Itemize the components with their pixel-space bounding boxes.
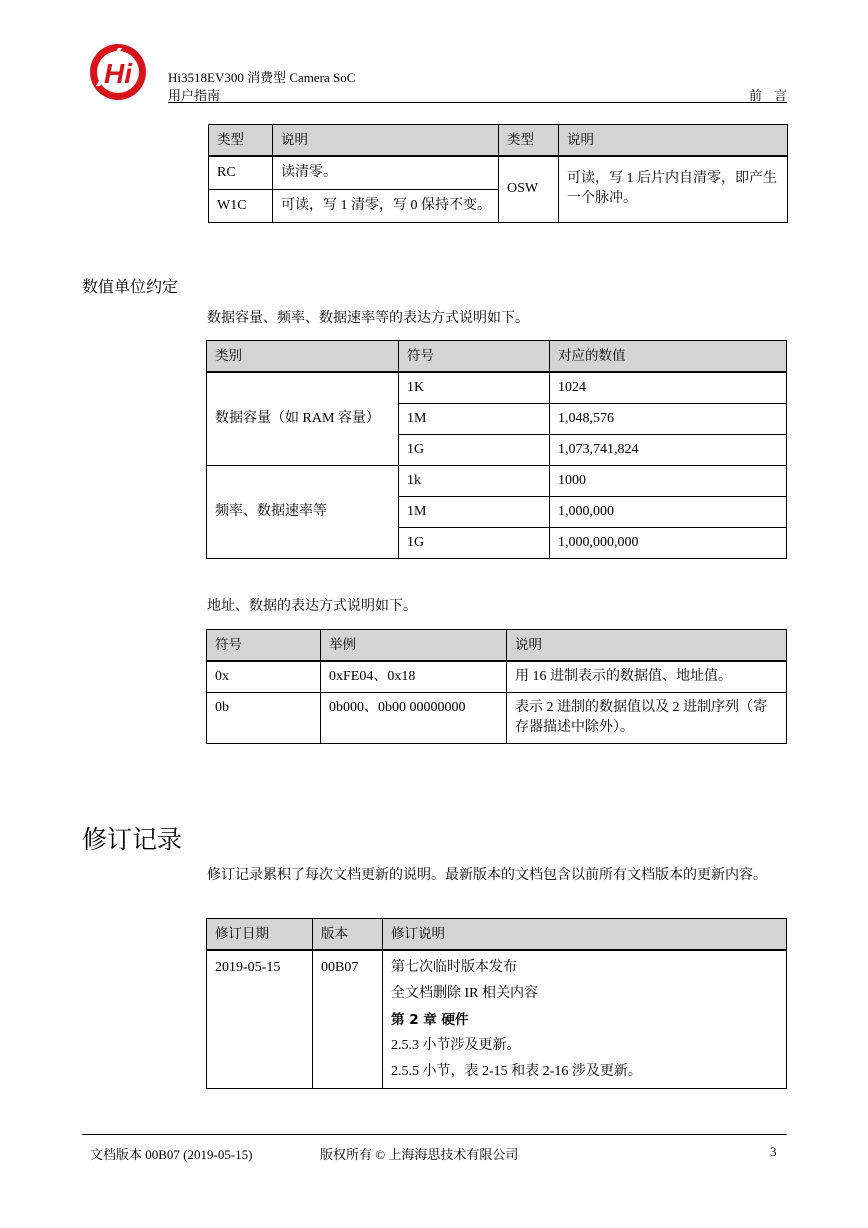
header-cell: 符号	[207, 630, 321, 662]
page-number: 3	[770, 1144, 777, 1159]
header-cell: 修订说明	[383, 919, 787, 951]
table-cell: 1,000,000,000	[550, 528, 787, 559]
paragraph: 数据容量、频率、数据速率等的表达方式说明如下。	[207, 311, 529, 326]
revision-note: 全文档删除 IR 相关内容	[391, 986, 538, 1001]
table-cell: 可读，写 1 后片内自清零，即产生一个脉冲。	[559, 156, 788, 222]
table-cell: 频率、数据速率等	[207, 466, 399, 559]
table-cell: 1M	[399, 404, 550, 435]
table-cell: 1G	[399, 528, 550, 559]
table-cell: 1K	[399, 372, 550, 404]
section-heading: 数值单位约定	[82, 277, 179, 296]
header-cell: 类型	[499, 125, 559, 157]
table-row	[207, 466, 787, 497]
document-title: Hi3518EV300 消费型 Camera SoC	[168, 70, 356, 85]
table-header-row	[207, 630, 787, 662]
header-divider	[168, 102, 787, 103]
header-cell: 说明	[559, 125, 788, 157]
revision-note-chapter: 第 2 章 硬件	[391, 1012, 469, 1028]
table-row	[207, 661, 787, 693]
svg-text:Hi: Hi	[104, 58, 132, 89]
address-format-table	[206, 629, 787, 744]
header-cell: 说明	[507, 630, 787, 662]
header-cell: 类别	[207, 341, 399, 373]
page-header	[82, 40, 799, 104]
paragraph: 地址、数据的表达方式说明如下。	[207, 599, 417, 614]
table-cell: 0x	[207, 661, 321, 693]
footer-divider	[82, 1134, 787, 1135]
table-cell: 1,000,000	[550, 497, 787, 528]
chapter-name: 前言	[748, 88, 799, 103]
register-type-table	[208, 124, 788, 223]
table-cell: 读清零。	[273, 156, 499, 189]
units-table	[206, 340, 787, 559]
table-row	[207, 693, 787, 744]
header-cell: 符号	[399, 341, 550, 373]
paragraph: 修订记录累积了每次文档更新的说明。最新版本的文档包含以前所有文档版本的更新内容。	[207, 868, 767, 883]
table-row	[207, 950, 787, 1089]
table-cell: 0b	[207, 693, 321, 744]
revision-note: 2.5.3 小节涉及更新。	[391, 1038, 521, 1053]
table-header-row	[207, 919, 787, 951]
table-cell: W1C	[209, 189, 273, 222]
revision-date: 2019-05-15	[207, 950, 313, 1089]
header-cell: 说明	[273, 125, 499, 157]
table-cell: 0xFE04、0x18	[321, 661, 507, 693]
table-cell: OSW	[499, 156, 559, 222]
revision-version: 00B07	[313, 950, 383, 1089]
hisilicon-logo	[88, 42, 148, 102]
table-cell: 1M	[399, 497, 550, 528]
table-cell: 1k	[399, 466, 550, 497]
revision-history-table	[206, 918, 787, 1089]
document-subtitle: 用户指南	[168, 88, 221, 103]
table-cell: 用 16 进制表示的数据值、地址值。	[507, 661, 787, 693]
header-cell: 举例	[321, 630, 507, 662]
table-cell: 表示 2 进制的数据值以及 2 进制序列（寄存器描述中除外）。	[507, 693, 787, 744]
table-cell: 1024	[550, 372, 787, 404]
table-header-row	[207, 341, 787, 373]
table-header-row	[209, 125, 788, 157]
header-cell: 修订日期	[207, 919, 313, 951]
table-cell: 1,073,741,824	[550, 435, 787, 466]
revision-note: 2.5.5 小节，表 2-15 和表 2-16 涉及更新。	[391, 1064, 642, 1079]
table-cell: 0b000、0b00 00000000	[321, 693, 507, 744]
header-cell: 对应的数值	[550, 341, 787, 373]
table-cell: 1,048,576	[550, 404, 787, 435]
copyright: 版权所有 © 上海海思技术有限公司	[320, 1147, 519, 1162]
table-cell: 数据容量（如 RAM 容量）	[207, 372, 399, 466]
table-row	[209, 156, 788, 189]
table-cell: 1000	[550, 466, 787, 497]
chapter-heading: 修订记录	[82, 825, 183, 854]
table-cell: 1G	[399, 435, 550, 466]
revision-notes	[383, 950, 787, 1089]
document-version: 文档版本 00B07 (2019-05-15)	[90, 1147, 253, 1162]
table-cell: RC	[209, 156, 273, 189]
header-cell: 版本	[313, 919, 383, 951]
table-row	[207, 372, 787, 404]
revision-note: 第七次临时版本发布	[391, 960, 517, 975]
header-cell: 类型	[209, 125, 273, 157]
table-cell: 可读，写 1 清零，写 0 保持不变。	[273, 189, 499, 222]
